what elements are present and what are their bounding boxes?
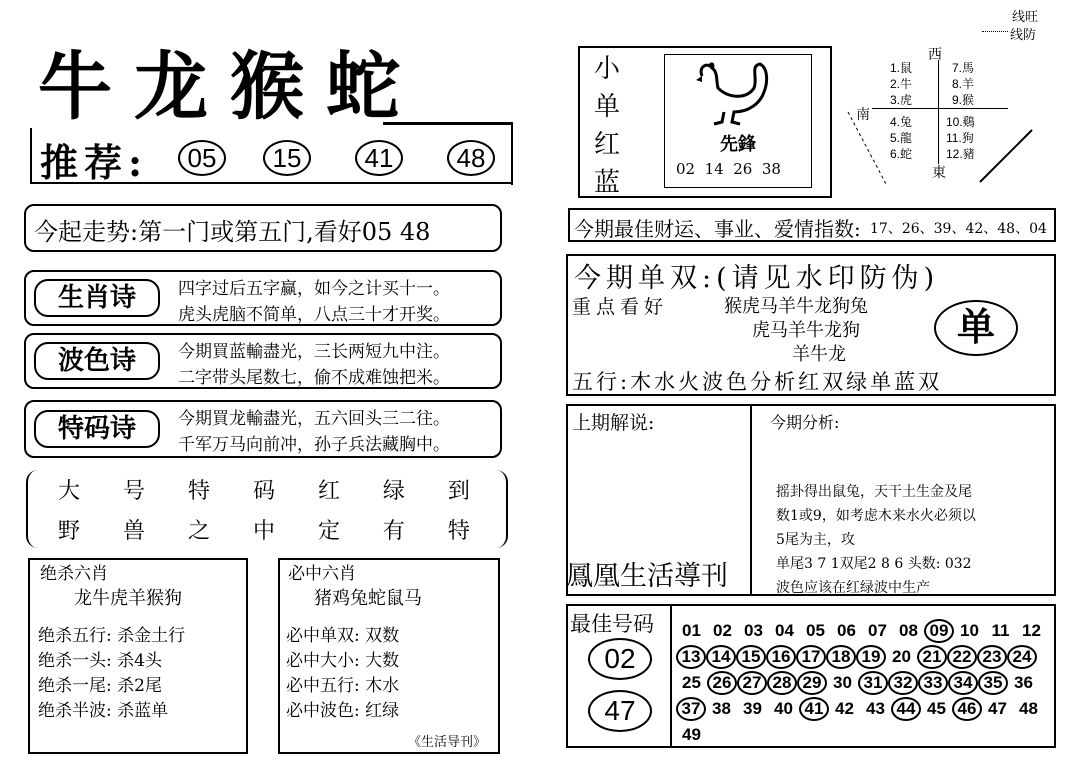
zodiac-item: 5.龍 bbox=[890, 131, 913, 145]
slogan-char: 红 bbox=[317, 479, 340, 504]
zodiac-item: 6.蛇 bbox=[890, 147, 913, 161]
number-cell: 41 bbox=[799, 697, 829, 721]
rooster-icon bbox=[688, 58, 772, 128]
brand-text: 鳳凰生活導刊 bbox=[566, 561, 728, 592]
number-cell: 32 bbox=[888, 671, 918, 695]
number-cell: 27 bbox=[737, 671, 767, 695]
number-row bbox=[676, 644, 1050, 670]
zodiac-list-left-low bbox=[890, 114, 912, 162]
this-label: 今期分析: bbox=[770, 413, 840, 432]
best-pick: 02 bbox=[588, 638, 652, 680]
number-cell: 16 bbox=[766, 645, 796, 669]
compass-diagonals bbox=[846, 110, 1036, 186]
number-cell: 07 bbox=[868, 621, 887, 640]
number-cell: 10 bbox=[960, 621, 979, 640]
number-cell: 36 bbox=[1014, 673, 1033, 692]
kill-item: 绝杀五行: 杀金土行 bbox=[38, 626, 186, 646]
number-cell: 03 bbox=[744, 621, 763, 640]
must-animals: 猪鸡兔蛇鼠马 bbox=[314, 588, 422, 609]
number-cell: 39 bbox=[743, 699, 762, 718]
number-cell: 33 bbox=[918, 671, 948, 695]
recommend-number: 05 bbox=[178, 140, 226, 176]
number-row bbox=[676, 618, 1050, 644]
kill-item: 绝杀一尾: 杀2尾 bbox=[38, 676, 162, 696]
single-double-title: 今期单双:(请见水印防伪) bbox=[574, 263, 940, 294]
number-row bbox=[676, 722, 1050, 744]
recommend-number: 48 bbox=[447, 140, 495, 176]
rooster-numbers: 02 14 26 38 bbox=[676, 160, 781, 178]
must-item: 必中波色: 红绿 bbox=[286, 701, 400, 721]
analysis-line: 5尾为主，攻 bbox=[776, 532, 855, 548]
poem-line: 今期買龙輸盡光，五六回头三二往。 bbox=[178, 409, 450, 429]
zodiac-item: 12.豬 bbox=[946, 147, 975, 161]
compass-east: 東 bbox=[932, 165, 946, 181]
poem-tag-zodiac: 生肖诗 bbox=[34, 279, 160, 317]
zodiac-item: 8.羊 bbox=[952, 77, 975, 91]
number-cell: 01 bbox=[682, 621, 701, 640]
number-cell: 37 bbox=[676, 697, 706, 721]
recommend-label: 推荐: bbox=[40, 140, 149, 185]
zodiac-item: 3.虎 bbox=[890, 93, 913, 107]
compass-note: 线防 bbox=[1010, 27, 1037, 42]
poem-line: 二字带头尾数七，偷不成难蚀把米。 bbox=[178, 368, 450, 388]
must-footer: 《生活导刊》 bbox=[408, 735, 487, 750]
focus-line: 羊牛龙 bbox=[792, 344, 846, 365]
number-cell: 23 bbox=[977, 645, 1007, 669]
poem-tag-color: 波色诗 bbox=[34, 342, 160, 380]
page-title: 牛龙猴蛇 bbox=[38, 44, 422, 130]
best-pick: 47 bbox=[588, 690, 652, 732]
number-cell: 47 bbox=[988, 699, 1007, 718]
number-cell: 45 bbox=[927, 699, 946, 718]
number-cell: 08 bbox=[899, 621, 918, 640]
focus-label: 重点看好 bbox=[572, 296, 669, 318]
number-cell: 24 bbox=[1007, 645, 1037, 669]
slogan-char: 绿 bbox=[382, 479, 405, 504]
poem-line: 四字过后五字赢，如今之计买十一。 bbox=[178, 279, 450, 299]
poem-line: 今期買蓝輸盡光，三长两短九中注。 bbox=[178, 342, 450, 362]
wuxing-line: 五行:木水火波色分析红双绿单蓝双 bbox=[572, 370, 943, 394]
focus-line: 虎马羊牛龙狗 bbox=[752, 320, 860, 341]
must-item: 必中大小: 大数 bbox=[286, 651, 400, 671]
recommend-number: 41 bbox=[355, 140, 403, 176]
number-cell: 15 bbox=[736, 645, 766, 669]
zodiac-item: 9.猴 bbox=[952, 93, 975, 107]
slogan-char: 特 bbox=[187, 479, 210, 504]
number-cell: 29 bbox=[797, 671, 827, 695]
slogan-char: 码 bbox=[252, 479, 275, 504]
number-cell: 35 bbox=[978, 671, 1008, 695]
index-values: 17、26、39、42、48、04 bbox=[870, 221, 1047, 237]
rooster-side-char: 蓝 bbox=[593, 168, 620, 198]
trend-text: 今起走势:第一门或第五门,看好05 48 bbox=[34, 218, 431, 246]
number-cell: 06 bbox=[837, 621, 856, 640]
best-label: 最佳号码 bbox=[570, 612, 654, 636]
number-cell: 17 bbox=[796, 645, 826, 669]
number-cell: 14 bbox=[706, 645, 736, 669]
index-label: 今期最佳财运、事业、爱情指数: bbox=[574, 217, 861, 241]
must-item: 必中五行: 木水 bbox=[286, 676, 400, 696]
number-cell: 05 bbox=[806, 621, 825, 640]
recommend-number: 15 bbox=[263, 140, 311, 176]
slogan-char: 号 bbox=[122, 479, 145, 504]
number-cell: 34 bbox=[948, 671, 978, 695]
analysis-line: 单尾3 7 1双尾2 8 6 头数: 032 bbox=[776, 556, 972, 572]
number-cell: 26 bbox=[707, 671, 737, 695]
number-cell: 02 bbox=[713, 621, 732, 640]
slogan-char: 到 bbox=[447, 479, 470, 504]
number-cell: 04 bbox=[775, 621, 794, 640]
number-cell: 21 bbox=[917, 645, 947, 669]
number-cell: 22 bbox=[947, 645, 977, 669]
slogan-char: 兽 bbox=[122, 519, 145, 544]
must-title: 必中六肖 bbox=[288, 564, 356, 584]
slogan-char: 野 bbox=[58, 519, 81, 544]
poem-line: 虎头虎脑不简单，八点三十才开奖。 bbox=[178, 305, 450, 325]
must-item: 必中单双: 双数 bbox=[286, 626, 400, 646]
number-cell: 38 bbox=[712, 699, 731, 718]
number-cell: 42 bbox=[835, 699, 854, 718]
slogan-row bbox=[58, 474, 470, 505]
number-cell: 11 bbox=[991, 621, 1010, 640]
slogan-char: 特 bbox=[447, 519, 470, 544]
analysis-divider bbox=[750, 404, 752, 596]
number-cell: 48 bbox=[1019, 699, 1038, 718]
number-cell: 43 bbox=[866, 699, 885, 718]
last-label: 上期解说: bbox=[572, 412, 655, 434]
number-cell: 49 bbox=[682, 725, 701, 744]
number-cell: 30 bbox=[833, 673, 852, 692]
best-divider bbox=[670, 604, 672, 748]
rooster-side-char: 小 bbox=[593, 54, 620, 84]
number-cell: 25 bbox=[682, 673, 701, 692]
rooster-side-char: 单 bbox=[593, 92, 620, 122]
zodiac-item: 7.馬 bbox=[952, 61, 975, 75]
zodiac-item: 4.兔 bbox=[890, 115, 913, 129]
zodiac-item: 11.狗 bbox=[946, 131, 974, 145]
zodiac-item: 10.鷄 bbox=[946, 115, 975, 129]
compass-south: 南 bbox=[856, 107, 870, 123]
number-cell: 40 bbox=[774, 699, 793, 718]
compass-note-dots bbox=[982, 31, 1008, 32]
poem-tag-special: 特码诗 bbox=[34, 410, 160, 448]
zodiac-item: 1.鼠 bbox=[890, 61, 913, 75]
slogan-char: 中 bbox=[252, 519, 275, 544]
number-cell: 44 bbox=[891, 697, 921, 721]
poem-line: 千军万马向前冲，孙子兵法藏胸中。 bbox=[178, 435, 450, 455]
number-cell: 46 bbox=[952, 697, 982, 721]
number-cell: 18 bbox=[826, 645, 856, 669]
number-cell: 20 bbox=[892, 647, 911, 666]
rooster-label: 先鋒 bbox=[720, 134, 756, 155]
slogan-row bbox=[58, 514, 470, 545]
zodiac-list-left bbox=[890, 60, 912, 108]
analysis-text bbox=[776, 480, 976, 600]
focus-line: 猴虎马羊牛龙狗兔 bbox=[724, 296, 868, 317]
kill-item: 绝杀半波: 杀蓝单 bbox=[38, 701, 169, 721]
analysis-line: 波色应该在红绿波中生产 bbox=[776, 580, 930, 596]
number-row bbox=[676, 670, 1050, 696]
compass-hline bbox=[872, 108, 1008, 109]
number-cell: 13 bbox=[676, 645, 706, 669]
number-cell: 12 bbox=[1022, 621, 1041, 640]
kill-animals: 龙牛虎羊猴狗 bbox=[74, 588, 182, 609]
analysis-line: 数1或9，如考虑木来水火必须以 bbox=[776, 508, 976, 524]
single-badge: 单 bbox=[934, 300, 1018, 356]
zodiac-list-right bbox=[952, 60, 974, 108]
slogan-char: 定 bbox=[317, 519, 340, 544]
number-cell: 09 bbox=[924, 619, 954, 643]
number-row bbox=[676, 696, 1050, 722]
number-cell: 19 bbox=[856, 645, 886, 669]
slogan-char: 之 bbox=[187, 519, 210, 544]
number-cell: 28 bbox=[767, 671, 797, 695]
compass-note: 线旺 bbox=[1012, 9, 1039, 24]
zodiac-item: 2.牛 bbox=[890, 77, 913, 91]
kill-item: 绝杀一头: 杀4头 bbox=[38, 651, 162, 671]
zodiac-list-right-low bbox=[946, 114, 975, 162]
number-cell: 31 bbox=[858, 671, 888, 695]
number-grid bbox=[676, 618, 1050, 744]
compass-west: 西 bbox=[928, 47, 942, 63]
slogan-char: 有 bbox=[382, 519, 405, 544]
kill-title: 绝杀六肖 bbox=[40, 564, 108, 584]
slogan-char: 大 bbox=[58, 479, 81, 504]
analysis-line: 摇卦得出鼠兔，天干土生金及尾 bbox=[776, 484, 972, 500]
rooster-side-char: 红 bbox=[593, 130, 620, 160]
